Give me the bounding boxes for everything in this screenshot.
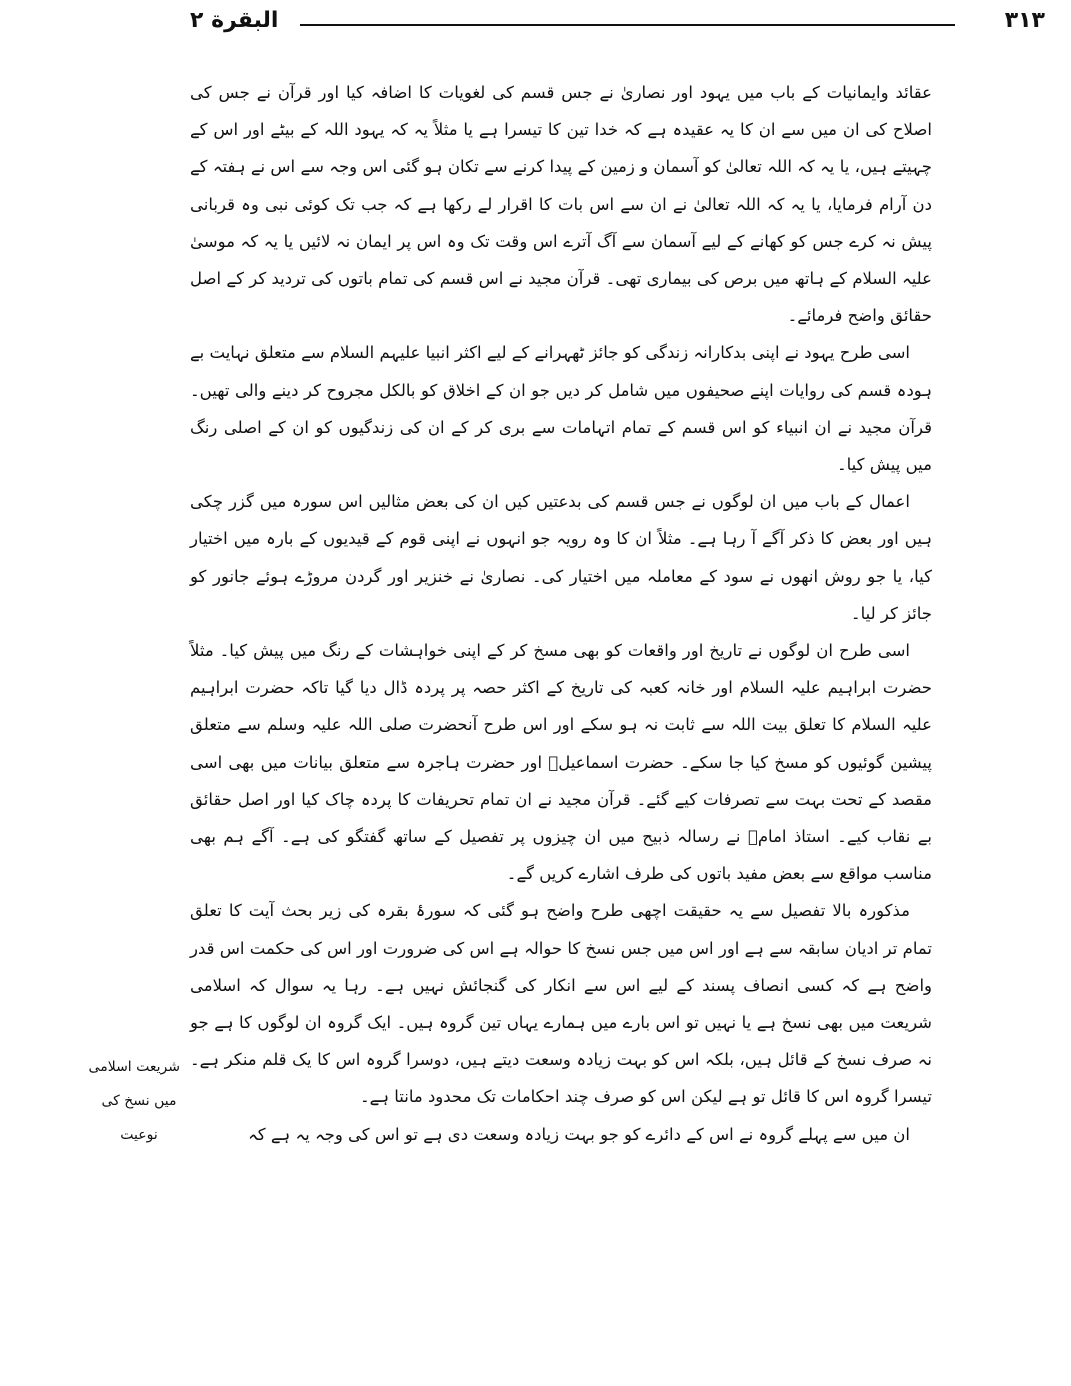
paragraph: عقائد وایمانیات کے باب میں یہود اور نصاریٰ نے جس قسم کی لغویات کا اضافہ کیا اور قرآن نے جس کی اصلاح کی ان میں سے ان کا یہ عقیدہ ہے کہ خدا تین کا تیسرا ہے یا مثلاً یہ کہ یہود اللہ کے بیٹے اور اس کے چہیتے ہیں، یا یہ کہ اللہ تعالیٰ کو آسمان و زمین کے پیدا کرنے سے تکان ہو گئی اس وجہ سے اس نے ہفتہ کے دن آرام فرمایا، یا یہ کہ اللہ تعالیٰ نے ان سے اس بات کا اقرار لے رکھا ہے کہ جب تک کوئی نبی وہ قربانی پیش نہ کرے جس کو کھانے کے لیے آسمان سے آگ آترے اس وقت تک وہ اس پر ایمان نہ لائیں یا یہ کہ موسیٰ علیہ السلام کے ہاتھ میں برص کی بیماری تھی۔ قرآن مجید نے اس قسم کی تمام باتوں کی تردید کر کے اصل حقائق واضح فرمائے۔ bbox=[190, 83, 932, 326]
paragraph: اسی طرح یہود نے اپنی بدکارانہ زندگی کو جائز ٹھہرانے کے لیے اکثر انبیا علیہم السلام سے متعلق نہایت بے ہودہ قسم کی روایات اپنے صحیفوں میں شامل کر دیں جو ان کے اخلاق کو بالکل مجروح کر دینے والی تھیں۔ قرآن مجید نے ان انبیاء کو اس قسم کے تمام اتہامات سے بری کر کے ان کی زندگیوں کو ان کے اصلی رنگ میں پیش کیا۔ bbox=[190, 343, 932, 475]
paragraph: ان میں سے پہلے گروہ نے اس کے دائرے کو جو بہت زیادہ وسعت دی ہے تو اس کی وجہ یہ ہے کہ bbox=[248, 1124, 910, 1144]
paragraph: اسی طرح ان لوگوں نے تاریخ اور واقعات کو بھی مسخ کر کے اپنی خواہشات کے رنگ میں پیش کیا۔ مثلاً حضرت ابراہیم علیہ السلام اور خانہ کعبہ کی تاریخ کے اکثر حصہ پر پردہ ڈال دیا گیا تاکہ حضرت ابراہیم علیہ السلام کا تعلق بیت اللہ سے ثابت نہ ہو سکے اور اس طرح آنحضرت صلی اللہ علیہ وسلم سے متعلق پیشین گوئیوں کو مسخ کیا جا سکے۔ حضرت اسماعیلؑ اور حضرت ہاجرہ سے متعلق بیانات میں بھی اسی مقصد کے تحت بہت سے تصرفات کیے گئے۔ قرآن مجید نے ان تمام تحریفات کا پردہ چاک کیا اور اصل حقائق بے نقاب کیے۔ استاذ امامؒ نے رسالہ ذبیح میں ان چیزوں پر تفصیل کے ساتھ گفتگو کی ہے۔ آگے ہم بھی مناسب مواقع سے بعض مفید باتوں کی طرف اشارے کریں گے۔ bbox=[190, 641, 932, 884]
page-header bbox=[190, 6, 1045, 40]
margin-note-line: نوعیت bbox=[120, 1127, 158, 1143]
header-rule bbox=[300, 24, 955, 26]
margin-note-line: میں نسخ کی bbox=[101, 1093, 177, 1109]
surah-name: البقرة ۲ bbox=[190, 8, 279, 33]
page-number: ۳۱۳ bbox=[1004, 8, 1045, 33]
margin-note-line: شریعت اسلامی bbox=[88, 1059, 180, 1075]
paragraph: اعمال کے باب میں ان لوگوں نے جس قسم کی بدعتیں کیں ان کی بعض مثالیں اس سورہ میں گزر چکی ہیں اور بعض کا ذکر آگے آ رہا ہے۔ مثلاً ان کا وہ رویہ جو انہوں نے اپنی قوم کے قیدیوں کے بارہ میں اختیار کیا، یا جو روش انھوں نے سود کے معاملہ میں اختیار کی۔ نصاریٰ نے خنزیر اور گردن مروڑے ہوئے جانور کو جائز کر لیا۔ bbox=[190, 492, 932, 623]
body-text bbox=[190, 74, 932, 1153]
paragraph: مذکورہ بالا تفصیل سے یہ حقیقت اچھی طرح واضح ہو گئی کہ سورۂ بقرہ کی زیر بحث آیت کا تعلق تمام تر ادیان سابقہ سے ہے اور اس میں جس نسخ کا حوالہ ہے اس کی ضرورت اور اس کی حکمت اس قدر واضح ہے کہ کسی انصاف پسند کے لیے اس سے انکار کی گنجائش نہیں ہے۔ رہا یہ سوال کہ اسلامی شریعت میں بھی نسخ ہے یا نہیں تو اس بارے میں ہمارے یہاں تین گروہ ہیں۔ ایک گروہ ان لوگوں کا ہے جو نہ صرف نسخ کے قائل ہیں، بلکہ اس کو بہت زیادہ وسعت دیتے ہیں، دوسرا گروہ اس کا یک قلم منکر ہے۔ تیسرا گروہ اس کا قائل تو ہے لیکن اس کو صرف چند احکامات تک محدود مانتا ہے۔ bbox=[190, 901, 932, 1107]
margin-note bbox=[88, 1050, 180, 1152]
